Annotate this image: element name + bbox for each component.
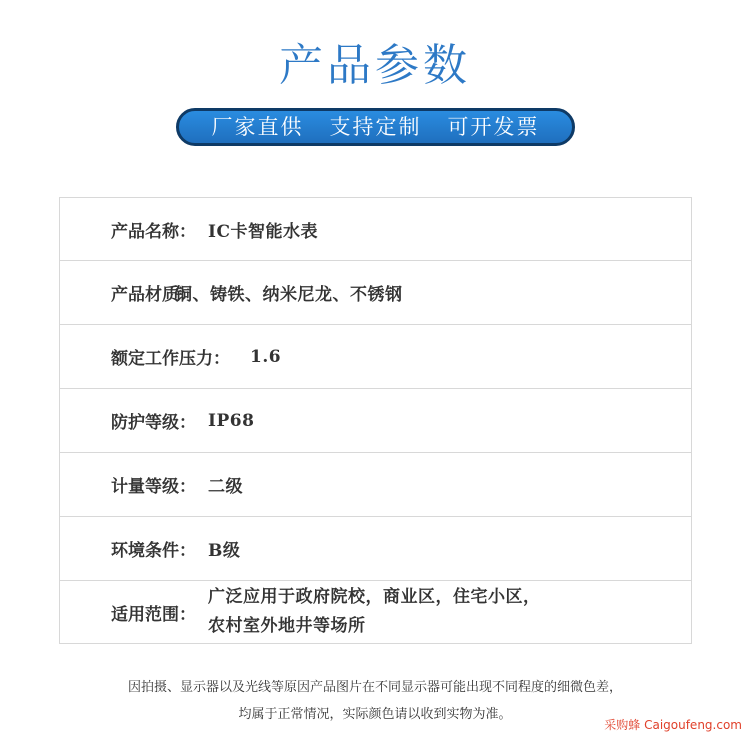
spec-row-environment <box>60 517 691 581</box>
spec-label: 计量等级： <box>111 477 196 497</box>
page-title: 产品参数 <box>279 40 471 91</box>
spec-value <box>208 581 541 643</box>
spec-label: 产品材质： <box>111 285 196 305</box>
spec-table <box>59 197 692 644</box>
spec-value-line-1: 广泛应用于政府院校，商业区，住宅小区， <box>208 587 541 607</box>
spec-value: IP68 <box>208 410 255 431</box>
spec-label: 额定工作压力： <box>111 349 230 369</box>
spec-row-rated-pressure <box>60 325 691 389</box>
spec-value: B级 <box>208 541 241 561</box>
spec-value: 1.6 <box>250 346 282 367</box>
banner-item-customization: 支持定制 <box>329 115 422 139</box>
site-watermark: 采购蜂 Caigoufeng.com <box>604 718 742 732</box>
spec-row-metering-level <box>60 453 691 517</box>
banner-item-invoice: 可开发票 <box>447 115 540 139</box>
banner-item-factory-direct: 厂家直供 <box>211 115 304 139</box>
spec-row-application-scope <box>60 581 691 643</box>
spec-row-material <box>60 261 691 325</box>
disclaimer-line-1: 因拍摄、显示器以及光线等原因产品图片在不同显示器可能出现不同程度的细微色差， <box>127 680 622 695</box>
spec-label: 环境条件： <box>111 541 196 561</box>
spec-label: 适用范围： <box>111 604 196 625</box>
spec-row-protection-level <box>60 389 691 453</box>
spec-label: 防护等级： <box>111 413 196 433</box>
disclaimer-line-2: 均属于正常情况，实际颜色请以收到实物为准。 <box>238 707 512 722</box>
spec-value-line-2: 农村室外地井等场所 <box>208 616 366 636</box>
feature-banner <box>176 108 575 146</box>
spec-value: IC卡智能水表 <box>208 221 318 242</box>
spec-label: 产品名称： <box>111 221 196 242</box>
spec-value: 铜、铸铁、纳米尼龙、不锈钢 <box>175 285 403 305</box>
spec-value: 二级 <box>208 477 243 497</box>
spec-row-product-name <box>60 198 691 261</box>
